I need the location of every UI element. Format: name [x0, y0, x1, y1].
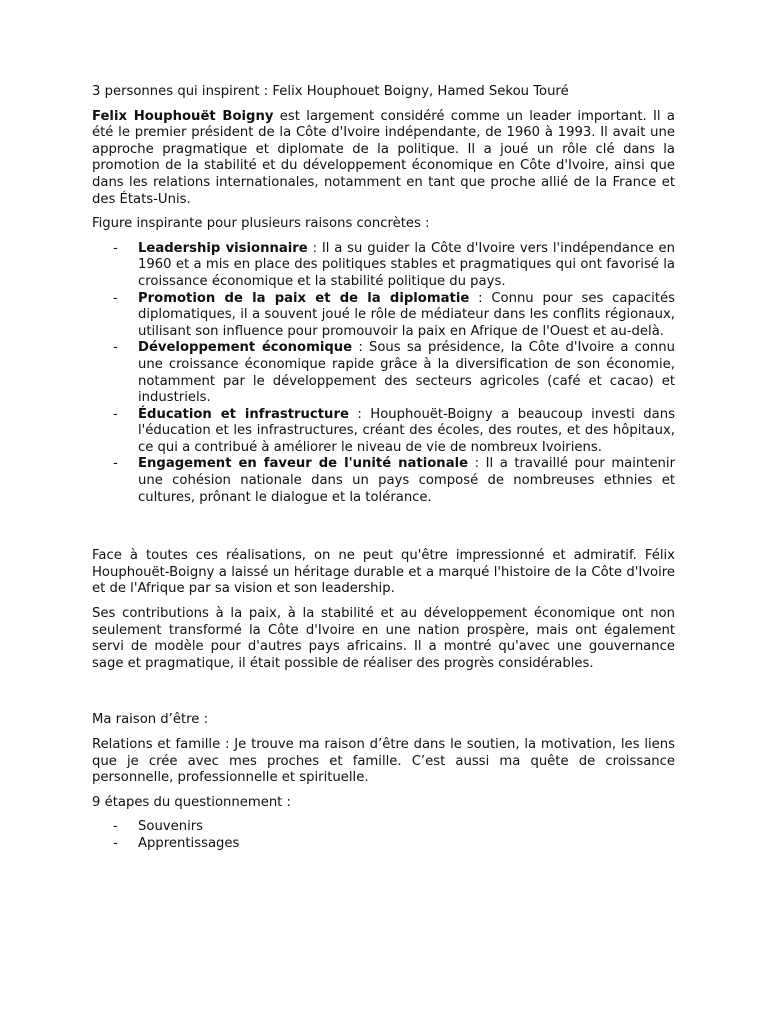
conclusion-paragraph-2: Ses contributions à la paix, à la stabilité et au développement économique ont non seulement transformé la Côte d'Ivoire en une nation prospère, mais ont également servi de modèle pour d'autres pays africains. Il a montré qu'avec une gouvernance sage et pragmatique, il était possible de réaliser des progrès considérables. [92, 606, 675, 671]
list-item [92, 456, 675, 506]
reason-text: : Houphouët-Boigny a beaucoup investi dans l'éducation et les infrastructures, créant des écoles, des routes, et des hôpitaux, ce qui a contribué à améliorer le niveau de vie de nombreux Ivoiriens. [138, 406, 675, 455]
steps-list [92, 819, 675, 852]
reasons-intro: Figure inspirante pour plusieurs raisons concrètes : [92, 216, 430, 232]
raison-heading: Ma raison d’être : [92, 712, 209, 728]
dash-bullet: - [113, 240, 118, 256]
intro-text: est largement considéré comme un leader important. Il a été le premier président de la Côte d'Ivoire indépendante, de 1960 à 1993. Il avait une approche pragmatique et diplomate de la politique. Il a joué un rôle clé dans la promotion de la stabilité et du développement économique en Côte d'Ivoire, ainsi que dans les relations internationales, notamment en tant que proche allié de la France et des États-Unis. [92, 108, 675, 207]
dash-bullet: - [113, 456, 118, 472]
list-item [92, 241, 675, 291]
reason-text: : Il a travaillé pour maintenir une cohésion nationale dans un pays composé de nombreuses ethnies et cultures, prônant le dialogue et la tolérance. [138, 456, 676, 505]
conclusion-paragraph-1: Face à toutes ces réalisations, on ne peut qu'être impressionné et admiratif. Félix Houphouët-Boigny a laissé un héritage durable et a marqué l'histoire de la Côte d'Ivoire et de l'Afrique par sa vision et son leadership. [92, 548, 675, 597]
reason-title: Leadership visionnaire [138, 240, 308, 256]
document-body [92, 84, 675, 853]
reason-title: Éducation et infrastructure [138, 406, 349, 422]
steps-heading: 9 étapes du questionnement : [92, 794, 291, 810]
step-label: Souvenirs [138, 819, 204, 835]
list-item [92, 407, 675, 457]
intro-paragraph [92, 109, 675, 209]
step-label: Apprentissages [138, 835, 240, 851]
reason-title: Promotion de la paix et de la diplomatie [138, 290, 470, 306]
reason-text: : Il a su guider la Côte d'Ivoire vers l'indépendance en 1960 et a mis en place des politiques stables et pragmatiques qui ont favorisé la croissance économique et la stabilité politique du pays. [138, 240, 675, 289]
dash-bullet: - [113, 835, 118, 851]
reason-text: : Sous sa présidence, la Côte d'Ivoire a connu une croissance économique rapide grâce à la diversification de son économie, notamment par le développement des secteurs agricoles (café et cacao) et industriels. [138, 340, 675, 406]
list-item [92, 819, 675, 836]
dash-bullet: - [113, 406, 118, 422]
reason-title: Développement économique [138, 340, 353, 356]
list-item [92, 340, 675, 406]
reasons-list [92, 241, 675, 507]
dash-bullet: - [113, 819, 118, 835]
reason-text: : Connu pour ses capacités diplomatiques, il a souvent joué le rôle de médiateur dans les conflits régionaux, utilisant son influence pour promouvoir la paix en Afrique de l'Ouest et au-delà. [138, 290, 675, 339]
intro-name: Felix Houphouët Boigny [92, 108, 274, 124]
raison-paragraph: Relations et famille : Je trouve ma raison d’être dans le soutien, la motivation, les liens que je crée avec mes proches et famille. C’est aussi ma quête de croissance personnelle, professionnelle et spirituelle. [92, 737, 675, 786]
dash-bullet: - [113, 290, 118, 306]
list-item [92, 291, 675, 341]
reason-title: Engagement en faveur de l'unité nationale [138, 456, 469, 472]
title-line: 3 personnes qui inspirent : Felix Houphouet Boigny, Hamed Sekou Touré [92, 84, 569, 99]
list-item [92, 836, 675, 853]
dash-bullet: - [113, 340, 118, 356]
